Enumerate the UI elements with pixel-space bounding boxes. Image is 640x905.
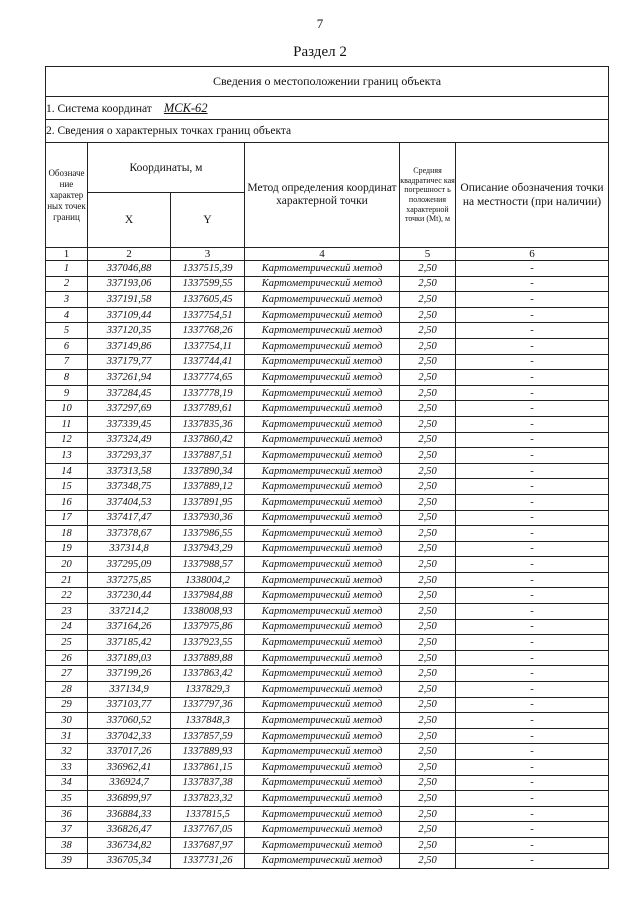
cell-method: Картометрический метод (245, 370, 400, 386)
cell-accuracy: 2,50 (400, 775, 456, 791)
cell-x: 337284,45 (88, 385, 171, 401)
cell-method: Картометрический метод (245, 276, 400, 292)
cell-method: Картометрический метод (245, 323, 400, 339)
cell-y: 1338004,2 (171, 572, 245, 588)
cell-y: 1337774,65 (171, 370, 245, 386)
cell-x: 337297,69 (88, 401, 171, 417)
cell-y: 1337837,38 (171, 775, 245, 791)
cell-accuracy: 2,50 (400, 526, 456, 542)
cell-description: - (456, 401, 609, 417)
table-row (46, 416, 609, 432)
cell-x: 337378,67 (88, 526, 171, 542)
cell-accuracy: 2,50 (400, 541, 456, 557)
cell-method: Картометрический метод (245, 588, 400, 604)
cell-x: 337313,58 (88, 463, 171, 479)
cell-x: 337042,33 (88, 728, 171, 744)
points-heading: 2. Сведения о характерных точках границ объекта (46, 120, 609, 143)
cell-accuracy: 2,50 (400, 432, 456, 448)
cell-point: 31 (46, 728, 88, 744)
table-row (46, 572, 609, 588)
table-row (46, 307, 609, 323)
table-row (46, 354, 609, 370)
table-row (46, 666, 609, 682)
cell-x: 337134,9 (88, 682, 171, 698)
table-row (46, 494, 609, 510)
cell-x: 337417,47 (88, 510, 171, 526)
cell-y: 1337943,29 (171, 541, 245, 557)
table-title: Сведения о местоположении границ объекта (46, 67, 609, 97)
cell-description: - (456, 276, 609, 292)
coord-system-row (46, 97, 609, 120)
cell-point: 26 (46, 650, 88, 666)
cell-description: - (456, 494, 609, 510)
column-number: 2 (88, 248, 171, 261)
cell-point: 13 (46, 448, 88, 464)
cell-description: - (456, 837, 609, 853)
cell-point: 20 (46, 557, 88, 573)
cell-y: 1337754,11 (171, 338, 245, 354)
cell-description: - (456, 307, 609, 323)
cell-x: 337149,86 (88, 338, 171, 354)
cell-method: Картометрический метод (245, 432, 400, 448)
cell-x: 337017,26 (88, 744, 171, 760)
cell-y: 1337890,34 (171, 463, 245, 479)
cell-method: Картометрический метод (245, 526, 400, 542)
cell-description: - (456, 728, 609, 744)
table-row (46, 635, 609, 651)
cell-method: Картометрический метод (245, 775, 400, 791)
cell-description: - (456, 338, 609, 354)
cell-x: 337060,52 (88, 713, 171, 729)
cell-method: Картометрический метод (245, 604, 400, 620)
cell-point: 23 (46, 604, 88, 620)
cell-method: Картометрический метод (245, 479, 400, 495)
cell-x: 337120,35 (88, 323, 171, 339)
cell-description: - (456, 791, 609, 807)
cell-method: Картометрический метод (245, 744, 400, 760)
cell-accuracy: 2,50 (400, 416, 456, 432)
header-method: Метод определения координат характерной точки (245, 143, 400, 248)
cell-description: - (456, 557, 609, 573)
cell-point: 17 (46, 510, 88, 526)
cell-point: 8 (46, 370, 88, 386)
cell-x: 337103,77 (88, 697, 171, 713)
table-row (46, 728, 609, 744)
table-row (46, 822, 609, 838)
cell-method: Картометрический метод (245, 261, 400, 277)
cell-method: Картометрический метод (245, 666, 400, 682)
table-row (46, 401, 609, 417)
cell-accuracy: 2,50 (400, 837, 456, 853)
cell-accuracy: 2,50 (400, 261, 456, 277)
cell-accuracy: 2,50 (400, 292, 456, 308)
cell-point: 24 (46, 619, 88, 635)
cell-description: - (456, 526, 609, 542)
cell-y: 1337778,19 (171, 385, 245, 401)
cell-description: - (456, 806, 609, 822)
table-row (46, 510, 609, 526)
table-row (46, 541, 609, 557)
cell-y: 1337515,39 (171, 261, 245, 277)
cell-description: - (456, 760, 609, 776)
cell-accuracy: 2,50 (400, 853, 456, 869)
cell-accuracy: 2,50 (400, 791, 456, 807)
cell-y: 1337744,41 (171, 354, 245, 370)
cell-point: 6 (46, 338, 88, 354)
cell-method: Картометрический метод (245, 416, 400, 432)
cell-x: 337109,44 (88, 307, 171, 323)
table-row (46, 682, 609, 698)
cell-accuracy: 2,50 (400, 370, 456, 386)
cell-x: 336962,41 (88, 760, 171, 776)
cell-x: 337348,75 (88, 479, 171, 495)
table-row (46, 557, 609, 573)
cell-y: 1337984,88 (171, 588, 245, 604)
cell-x: 337199,26 (88, 666, 171, 682)
cell-accuracy: 2,50 (400, 557, 456, 573)
cell-point: 39 (46, 853, 88, 869)
cell-description: - (456, 323, 609, 339)
cell-description: - (456, 744, 609, 760)
cell-x: 336884,33 (88, 806, 171, 822)
cell-accuracy: 2,50 (400, 572, 456, 588)
cell-y: 1337923,55 (171, 635, 245, 651)
cell-y: 1337754,51 (171, 307, 245, 323)
cell-point: 37 (46, 822, 88, 838)
cell-method: Картометрический метод (245, 572, 400, 588)
cell-point: 36 (46, 806, 88, 822)
cell-description: - (456, 448, 609, 464)
cell-point: 35 (46, 791, 88, 807)
cell-y: 1337863,42 (171, 666, 245, 682)
coord-system-label: 1. Система координат (46, 102, 152, 115)
cell-description: - (456, 635, 609, 651)
table-row (46, 650, 609, 666)
table-row (46, 385, 609, 401)
cell-x: 337293,37 (88, 448, 171, 464)
cell-method: Картометрический метод (245, 760, 400, 776)
cell-x: 336899,97 (88, 791, 171, 807)
cell-description: - (456, 432, 609, 448)
cell-point: 4 (46, 307, 88, 323)
page-number: 7 (316, 16, 324, 31)
cell-y: 1337930,36 (171, 510, 245, 526)
table-row (46, 292, 609, 308)
cell-description: - (456, 619, 609, 635)
section-title: Раздел 2 (293, 44, 347, 60)
cell-y: 1337975,86 (171, 619, 245, 635)
cell-point: 12 (46, 432, 88, 448)
table-row (46, 432, 609, 448)
cell-accuracy: 2,50 (400, 666, 456, 682)
cell-accuracy: 2,50 (400, 728, 456, 744)
cell-description: - (456, 682, 609, 698)
table-row (46, 323, 609, 339)
header-x: X (88, 193, 171, 248)
table-row (46, 261, 609, 277)
cell-accuracy: 2,50 (400, 760, 456, 776)
cell-description: - (456, 479, 609, 495)
cell-accuracy: 2,50 (400, 323, 456, 339)
cell-x: 337046,88 (88, 261, 171, 277)
cell-method: Картометрический метод (245, 728, 400, 744)
cell-method: Картометрический метод (245, 682, 400, 698)
cell-method: Картометрический метод (245, 385, 400, 401)
cell-accuracy: 2,50 (400, 713, 456, 729)
table-row (46, 744, 609, 760)
cell-x: 337404,53 (88, 494, 171, 510)
cell-method: Картометрический метод (245, 557, 400, 573)
cell-point: 1 (46, 261, 88, 277)
cell-accuracy: 2,50 (400, 354, 456, 370)
table-row (46, 526, 609, 542)
cell-y: 1337605,45 (171, 292, 245, 308)
cell-description: - (456, 588, 609, 604)
cell-accuracy: 2,50 (400, 276, 456, 292)
cell-y: 1337988,57 (171, 557, 245, 573)
table-row (46, 713, 609, 729)
cell-x: 337193,06 (88, 276, 171, 292)
cell-description: - (456, 541, 609, 557)
cell-point: 7 (46, 354, 88, 370)
cell-y: 1337768,26 (171, 323, 245, 339)
table-row (46, 806, 609, 822)
cell-description: - (456, 713, 609, 729)
cell-y: 1337599,55 (171, 276, 245, 292)
cell-method: Картометрический метод (245, 494, 400, 510)
cell-description: - (456, 370, 609, 386)
cell-description: - (456, 292, 609, 308)
cell-point: 32 (46, 744, 88, 760)
table-row (46, 791, 609, 807)
cell-y: 1337797,36 (171, 697, 245, 713)
cell-y: 1337835,36 (171, 416, 245, 432)
cell-method: Картометрический метод (245, 806, 400, 822)
cell-accuracy: 2,50 (400, 588, 456, 604)
cell-accuracy: 2,50 (400, 307, 456, 323)
header-y: Y (171, 193, 245, 248)
table-row (46, 775, 609, 791)
cell-y: 1337887,51 (171, 448, 245, 464)
cell-y: 1337891,95 (171, 494, 245, 510)
column-number: 5 (400, 248, 456, 261)
cell-x: 336705,34 (88, 853, 171, 869)
cell-y: 1337860,42 (171, 432, 245, 448)
boundary-table (45, 66, 609, 869)
cell-method: Картометрический метод (245, 338, 400, 354)
column-number: 3 (171, 248, 245, 261)
cell-method: Картометрический метод (245, 650, 400, 666)
cell-method: Картометрический метод (245, 541, 400, 557)
cell-accuracy: 2,50 (400, 494, 456, 510)
cell-point: 29 (46, 697, 88, 713)
cell-x: 337164,26 (88, 619, 171, 635)
cell-method: Картометрический метод (245, 697, 400, 713)
cell-method: Картометрический метод (245, 635, 400, 651)
cell-accuracy: 2,50 (400, 463, 456, 479)
table-row (46, 338, 609, 354)
cell-description: - (456, 510, 609, 526)
cell-accuracy: 2,50 (400, 479, 456, 495)
cell-method: Картометрический метод (245, 713, 400, 729)
cell-point: 28 (46, 682, 88, 698)
table-row (46, 588, 609, 604)
cell-method: Картометрический метод (245, 292, 400, 308)
cell-description: - (456, 261, 609, 277)
header-coords: Координаты, м (88, 143, 245, 193)
cell-description: - (456, 604, 609, 620)
column-number: 4 (245, 248, 400, 261)
coord-system-value: МСК-62 (163, 100, 208, 115)
cell-accuracy: 2,50 (400, 401, 456, 417)
cell-accuracy: 2,50 (400, 682, 456, 698)
cell-method: Картометрический метод (245, 619, 400, 635)
table-row (46, 837, 609, 853)
cell-y: 1337889,88 (171, 650, 245, 666)
cell-x: 337324,49 (88, 432, 171, 448)
cell-y: 1337889,93 (171, 744, 245, 760)
cell-description: - (456, 775, 609, 791)
cell-point: 10 (46, 401, 88, 417)
cell-y: 1337789,61 (171, 401, 245, 417)
cell-point: 9 (46, 385, 88, 401)
cell-description: - (456, 666, 609, 682)
cell-accuracy: 2,50 (400, 650, 456, 666)
cell-point: 5 (46, 323, 88, 339)
cell-y: 1337767,05 (171, 822, 245, 838)
table-row (46, 448, 609, 464)
table-row (46, 370, 609, 386)
cell-x: 337295,09 (88, 557, 171, 573)
cell-x: 337179,77 (88, 354, 171, 370)
cell-x: 336924,7 (88, 775, 171, 791)
cell-description: - (456, 572, 609, 588)
cell-description: - (456, 650, 609, 666)
cell-accuracy: 2,50 (400, 385, 456, 401)
cell-method: Картометрический метод (245, 401, 400, 417)
cell-accuracy: 2,50 (400, 338, 456, 354)
column-numbers-row (46, 248, 609, 261)
cell-method: Картометрический метод (245, 837, 400, 853)
cell-description: - (456, 822, 609, 838)
table-row (46, 463, 609, 479)
cell-x: 337214,2 (88, 604, 171, 620)
cell-point: 2 (46, 276, 88, 292)
cell-accuracy: 2,50 (400, 635, 456, 651)
cell-method: Картометрический метод (245, 307, 400, 323)
cell-point: 34 (46, 775, 88, 791)
cell-y: 1337823,32 (171, 791, 245, 807)
cell-accuracy: 2,50 (400, 822, 456, 838)
cell-x: 337275,85 (88, 572, 171, 588)
cell-accuracy: 2,50 (400, 619, 456, 635)
cell-point: 3 (46, 292, 88, 308)
cell-y: 1337687,97 (171, 837, 245, 853)
cell-description: - (456, 416, 609, 432)
cell-description: - (456, 697, 609, 713)
cell-accuracy: 2,50 (400, 448, 456, 464)
cell-x: 337314,8 (88, 541, 171, 557)
cell-description: - (456, 354, 609, 370)
cell-point: 15 (46, 479, 88, 495)
cell-point: 21 (46, 572, 88, 588)
cell-point: 33 (46, 760, 88, 776)
table-row (46, 853, 609, 869)
cell-x: 336826,47 (88, 822, 171, 838)
cell-point: 25 (46, 635, 88, 651)
cell-description: - (456, 853, 609, 869)
table-row (46, 604, 609, 620)
cell-method: Картометрический метод (245, 448, 400, 464)
cell-point: 19 (46, 541, 88, 557)
table-row (46, 760, 609, 776)
table-row (46, 697, 609, 713)
cell-accuracy: 2,50 (400, 744, 456, 760)
cell-point: 22 (46, 588, 88, 604)
cell-method: Картометрический метод (245, 791, 400, 807)
table-row (46, 479, 609, 495)
header-point: Обозначе ние характер ных точек границ (46, 143, 88, 248)
cell-y: 1337861,15 (171, 760, 245, 776)
cell-description: - (456, 463, 609, 479)
cell-method: Картометрический метод (245, 463, 400, 479)
column-number: 6 (456, 248, 609, 261)
cell-y: 1338008,93 (171, 604, 245, 620)
table-row (46, 619, 609, 635)
cell-point: 11 (46, 416, 88, 432)
cell-y: 1337889,12 (171, 479, 245, 495)
cell-point: 38 (46, 837, 88, 853)
header-accuracy: Средняя квадратичес кая погрешност ь положения характерной точки (Mt), м (400, 143, 456, 248)
cell-x: 337185,42 (88, 635, 171, 651)
cell-description: - (456, 385, 609, 401)
column-number: 1 (46, 248, 88, 261)
cell-y: 1337857,59 (171, 728, 245, 744)
cell-x: 337191,58 (88, 292, 171, 308)
cell-x: 337261,94 (88, 370, 171, 386)
cell-method: Картометрический метод (245, 354, 400, 370)
cell-method: Картометрический метод (245, 822, 400, 838)
cell-y: 1337815,5 (171, 806, 245, 822)
table-row (46, 276, 609, 292)
cell-point: 16 (46, 494, 88, 510)
cell-y: 1337848,3 (171, 713, 245, 729)
cell-point: 27 (46, 666, 88, 682)
cell-accuracy: 2,50 (400, 697, 456, 713)
cell-accuracy: 2,50 (400, 806, 456, 822)
cell-accuracy: 2,50 (400, 604, 456, 620)
cell-x: 337339,45 (88, 416, 171, 432)
cell-x: 337189,03 (88, 650, 171, 666)
cell-point: 14 (46, 463, 88, 479)
cell-method: Картометрический метод (245, 853, 400, 869)
cell-x: 337230,44 (88, 588, 171, 604)
cell-x: 336734,82 (88, 837, 171, 853)
cell-method: Картометрический метод (245, 510, 400, 526)
cell-accuracy: 2,50 (400, 510, 456, 526)
header-description: Описание обозначения точки на местности (при наличии) (456, 143, 609, 248)
cell-point: 30 (46, 713, 88, 729)
cell-y: 1337731,26 (171, 853, 245, 869)
cell-y: 1337829,3 (171, 682, 245, 698)
cell-y: 1337986,55 (171, 526, 245, 542)
cell-point: 18 (46, 526, 88, 542)
